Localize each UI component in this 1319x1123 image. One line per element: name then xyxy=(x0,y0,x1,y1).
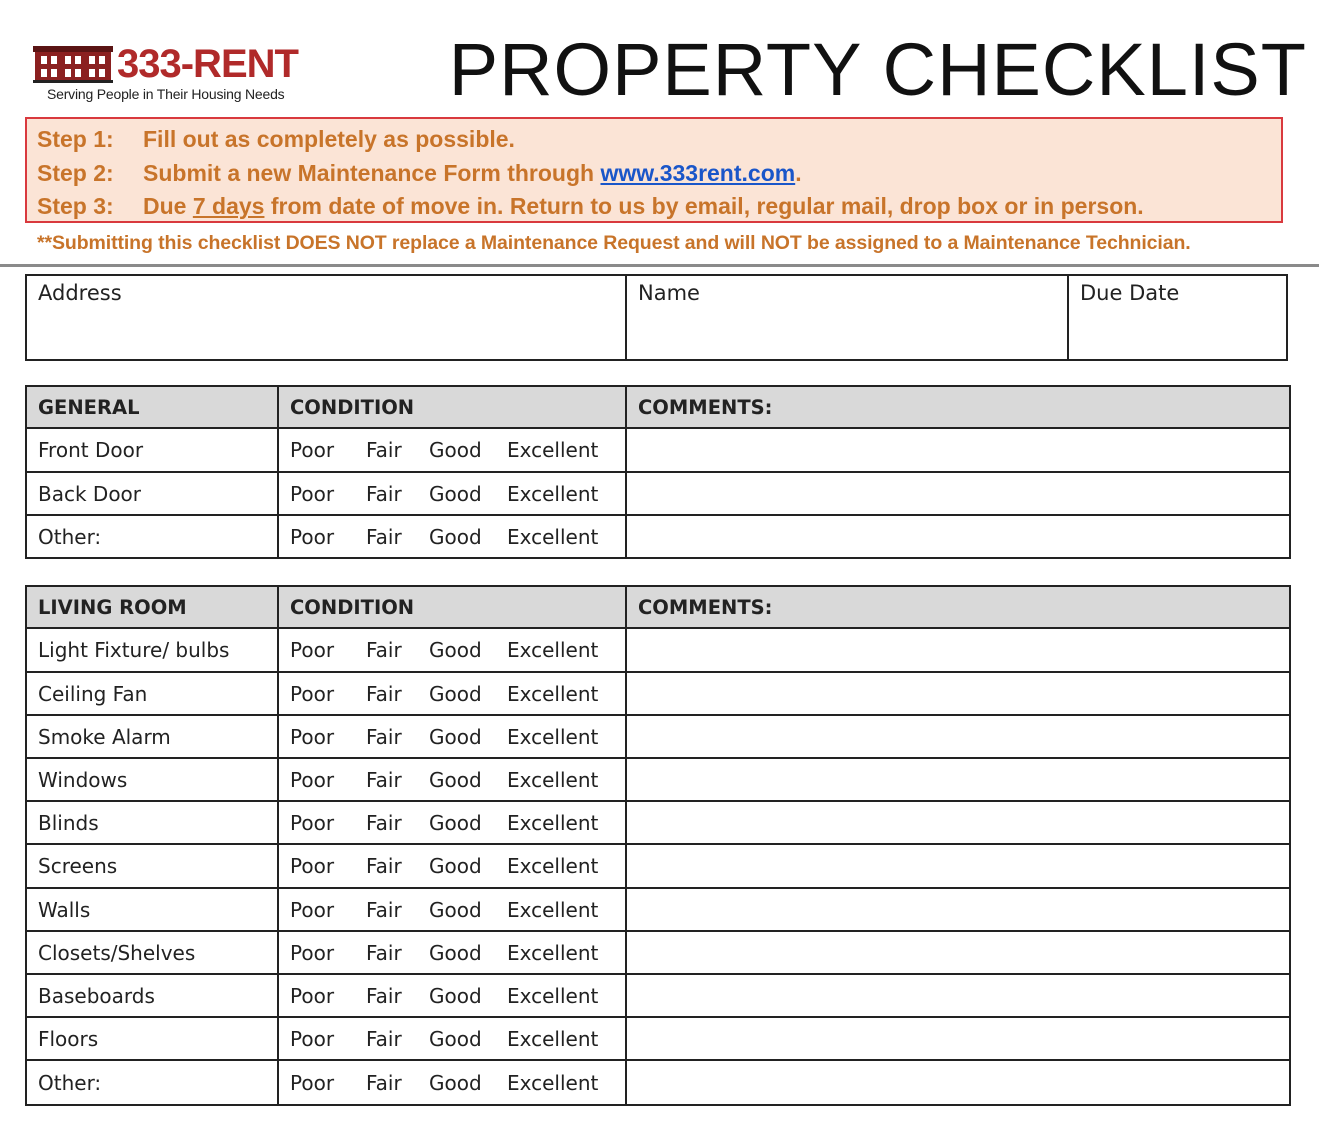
checklist-row xyxy=(26,428,1290,472)
checklist-row xyxy=(26,801,1290,844)
checklist-row xyxy=(26,472,1290,515)
step-label: Step 2: xyxy=(37,159,114,186)
condition-option-poor[interactable]: Poor xyxy=(290,481,335,506)
condition-option-good[interactable]: Good xyxy=(429,681,482,706)
condition-option-excellent[interactable]: Excellent xyxy=(507,854,599,878)
condition-options xyxy=(278,515,626,558)
comments-cell[interactable] xyxy=(626,758,1290,801)
section-title: LIVING ROOM xyxy=(26,586,278,628)
comments-cell[interactable] xyxy=(626,515,1290,558)
step-1 xyxy=(37,123,1281,157)
comments-cell[interactable] xyxy=(626,801,1290,844)
item-name: Back Door xyxy=(26,472,278,515)
checklist-row xyxy=(26,888,1290,931)
condition-option-excellent[interactable]: Excellent xyxy=(507,438,599,462)
name-field[interactable] xyxy=(627,276,1069,359)
condition-option-excellent[interactable]: Excellent xyxy=(507,524,599,549)
condition-option-fair[interactable]: Fair xyxy=(366,1026,402,1051)
condition-options xyxy=(278,472,626,515)
item-name: Ceiling Fan xyxy=(26,672,278,715)
condition-option-fair[interactable]: Fair xyxy=(366,1070,402,1095)
condition-option-good[interactable]: Good xyxy=(429,1026,482,1051)
condition-option-fair[interactable]: Fair xyxy=(366,681,402,706)
condition-option-good[interactable]: Good xyxy=(429,767,482,792)
general-section xyxy=(25,385,1291,559)
item-name: Front Door xyxy=(26,428,278,472)
condition-option-poor[interactable]: Poor xyxy=(290,438,335,462)
item-name: Baseboards xyxy=(26,974,278,1017)
checklist-row xyxy=(26,844,1290,888)
logo-tagline: Serving People in Their Housing Needs xyxy=(47,86,285,102)
checklist-row xyxy=(26,1017,1290,1060)
step-2 xyxy=(37,157,1281,191)
due-date-field[interactable] xyxy=(1069,276,1286,359)
item-name: Other: xyxy=(26,515,278,558)
condition-option-fair[interactable]: Fair xyxy=(366,940,402,965)
section-header-row xyxy=(26,586,1290,628)
condition-option-poor[interactable]: Poor xyxy=(290,1070,335,1095)
item-name: Walls xyxy=(26,888,278,931)
condition-option-excellent[interactable]: Excellent xyxy=(507,638,599,662)
condition-option-poor[interactable]: Poor xyxy=(290,524,335,549)
comments-cell[interactable] xyxy=(626,672,1290,715)
condition-header: CONDITION xyxy=(278,586,626,628)
condition-option-excellent[interactable]: Excellent xyxy=(507,1026,599,1051)
comments-header: COMMENTS: xyxy=(626,386,1290,428)
comments-cell[interactable] xyxy=(626,931,1290,974)
due-days: 7 days xyxy=(192,193,265,219)
condition-option-poor[interactable]: Poor xyxy=(290,983,335,1008)
condition-option-fair[interactable]: Fair xyxy=(366,767,402,792)
comments-cell[interactable] xyxy=(626,888,1290,931)
condition-option-poor[interactable]: Poor xyxy=(290,897,335,922)
comments-cell[interactable] xyxy=(626,628,1290,672)
disclaimer-note: **Submitting this checklist DOES NOT replace a Maintenance Request and will NOT be assigned to a Maintenance Technician. xyxy=(37,232,1191,254)
item-name: Smoke Alarm xyxy=(26,715,278,758)
condition-options xyxy=(278,715,626,758)
condition-options xyxy=(278,888,626,931)
condition-option-poor[interactable]: Poor xyxy=(290,767,335,792)
condition-option-good[interactable]: Good xyxy=(429,810,482,835)
comments-cell[interactable] xyxy=(626,428,1290,472)
step-3 xyxy=(37,190,1281,224)
condition-option-poor[interactable]: Poor xyxy=(290,638,335,662)
comments-cell[interactable] xyxy=(626,472,1290,515)
condition-option-fair[interactable]: Fair xyxy=(366,638,402,662)
divider xyxy=(0,264,1319,267)
item-name: Floors xyxy=(26,1017,278,1060)
condition-options xyxy=(278,758,626,801)
checklist-row xyxy=(26,672,1290,715)
condition-option-fair[interactable]: Fair xyxy=(366,481,402,506)
address-label: Address xyxy=(38,281,122,305)
step-text: Submit a new Maintenance Form through www.333rent.com. xyxy=(143,159,802,186)
condition-option-poor[interactable]: Poor xyxy=(290,1026,335,1051)
comments-cell[interactable] xyxy=(626,715,1290,758)
condition-option-fair[interactable]: Fair xyxy=(366,854,402,878)
name-label: Name xyxy=(638,281,700,305)
item-name: Windows xyxy=(26,758,278,801)
checklist-row xyxy=(26,974,1290,1017)
step-text: Fill out as completely as possible. xyxy=(143,126,515,152)
condition-option-poor[interactable]: Poor xyxy=(290,940,335,965)
condition-option-poor[interactable]: Poor xyxy=(290,854,335,878)
company-logo xyxy=(33,40,333,110)
checklist-row xyxy=(26,628,1290,672)
info-table xyxy=(25,274,1288,361)
condition-options xyxy=(278,672,626,715)
comments-cell[interactable] xyxy=(626,844,1290,888)
item-name: Blinds xyxy=(26,801,278,844)
website-link[interactable]: www.333rent.com xyxy=(600,159,796,186)
step-label: Step 3: xyxy=(37,193,114,219)
condition-option-good[interactable]: Good xyxy=(429,524,482,549)
page-title: PROPERTY CHECKLIST xyxy=(448,28,1307,111)
condition-option-fair[interactable]: Fair xyxy=(366,724,402,749)
address-field[interactable] xyxy=(27,276,627,359)
condition-options xyxy=(278,844,626,888)
condition-option-fair[interactable]: Fair xyxy=(366,438,402,462)
living-room-section xyxy=(25,585,1291,1106)
condition-header: CONDITION xyxy=(278,386,626,428)
condition-option-good[interactable]: Good xyxy=(429,854,482,878)
condition-option-good[interactable]: Good xyxy=(429,897,482,922)
condition-option-excellent[interactable]: Excellent xyxy=(507,897,599,922)
building-icon xyxy=(33,44,113,84)
condition-option-good[interactable]: Good xyxy=(429,638,482,662)
checklist-row xyxy=(26,1060,1290,1105)
condition-option-excellent[interactable]: Excellent xyxy=(507,940,599,965)
section-header-row xyxy=(26,386,1290,428)
condition-option-good[interactable]: Good xyxy=(429,940,482,965)
checklist-row xyxy=(26,715,1290,758)
comments-cell[interactable] xyxy=(626,1060,1290,1105)
condition-option-poor[interactable]: Poor xyxy=(290,681,335,706)
condition-option-good[interactable]: Good xyxy=(429,481,482,506)
checklist-row xyxy=(26,515,1290,558)
item-name: Other: xyxy=(26,1060,278,1105)
condition-option-good[interactable]: Good xyxy=(429,983,482,1008)
condition-option-excellent[interactable]: Excellent xyxy=(507,983,599,1008)
section-title: GENERAL xyxy=(26,386,278,428)
step-text: Due 7 days from date of move in. Return to us by email, regular mail, drop box or in person. xyxy=(143,193,1144,219)
condition-option-fair[interactable]: Fair xyxy=(366,524,402,549)
logo-name: 333-RENT xyxy=(117,42,298,86)
condition-option-poor[interactable]: Poor xyxy=(290,810,335,835)
condition-options xyxy=(278,931,626,974)
instructions-box xyxy=(25,117,1283,223)
condition-option-good[interactable]: Good xyxy=(429,1070,482,1095)
condition-options xyxy=(278,628,626,672)
condition-option-good[interactable]: Good xyxy=(429,724,482,749)
condition-option-excellent[interactable]: Excellent xyxy=(507,767,599,792)
condition-options xyxy=(278,974,626,1017)
condition-option-excellent[interactable]: Excellent xyxy=(507,1070,599,1095)
condition-option-fair[interactable]: Fair xyxy=(366,897,402,922)
condition-options xyxy=(278,1017,626,1060)
comments-cell[interactable] xyxy=(626,1017,1290,1060)
condition-option-excellent[interactable]: Excellent xyxy=(507,481,599,506)
condition-option-excellent[interactable]: Excellent xyxy=(507,724,599,749)
item-name: Screens xyxy=(26,844,278,888)
condition-option-excellent[interactable]: Excellent xyxy=(507,681,599,706)
comments-header: COMMENTS: xyxy=(626,586,1290,628)
condition-option-excellent[interactable]: Excellent xyxy=(507,810,599,835)
condition-options xyxy=(278,801,626,844)
checklist-row xyxy=(26,758,1290,801)
item-name: Closets/Shelves xyxy=(26,931,278,974)
condition-option-poor[interactable]: Poor xyxy=(290,724,335,749)
due-date-label: Due Date xyxy=(1080,281,1180,305)
comments-cell[interactable] xyxy=(626,974,1290,1017)
item-name: Light Fixture/ bulbs xyxy=(26,628,278,672)
condition-option-fair[interactable]: Fair xyxy=(366,983,402,1008)
step-label: Step 1: xyxy=(37,126,114,152)
checklist-row xyxy=(26,931,1290,974)
condition-options xyxy=(278,1060,626,1105)
condition-option-fair[interactable]: Fair xyxy=(366,810,402,835)
condition-option-good[interactable]: Good xyxy=(429,438,482,462)
condition-options xyxy=(278,428,626,472)
